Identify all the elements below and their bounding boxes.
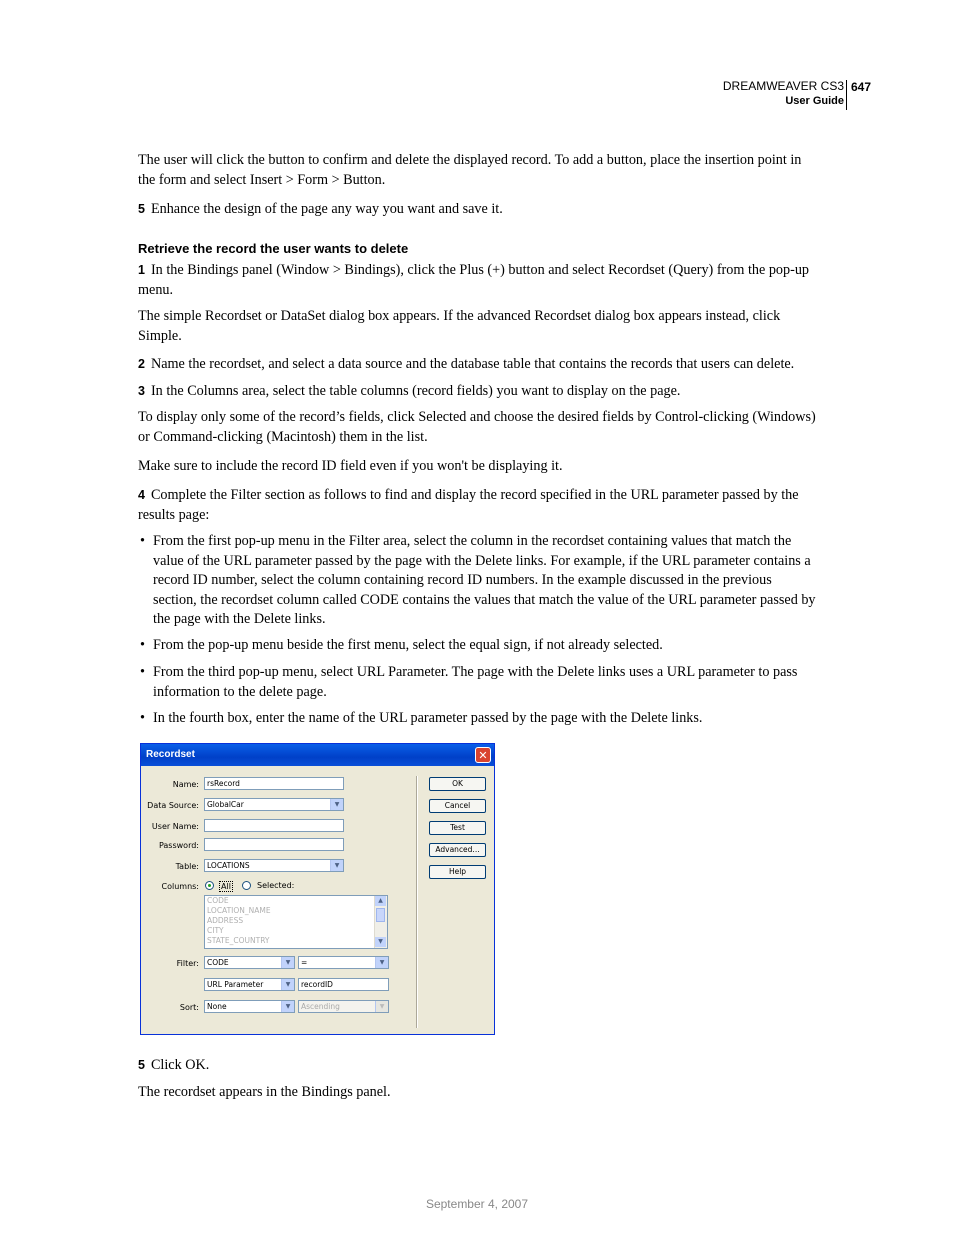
step-4-filter <box>138 486 818 525</box>
step-number: 4 <box>138 488 145 502</box>
user-name-field[interactable] <box>204 819 344 832</box>
columns-selected-label: Selected: <box>257 881 295 890</box>
paragraph-simple-dialog: The simple Recordset or DataSet dialog box appears. If the advanced Recordset dialog box appears instead, click Simple. <box>138 308 781 344</box>
advanced-button[interactable]: Advanced... <box>429 843 486 857</box>
cancel-button[interactable]: Cancel <box>429 799 486 813</box>
sort-order-value: Ascending <box>301 1002 340 1011</box>
chevron-down-icon[interactable]: ▼ <box>281 957 294 968</box>
step-text: Enhance the design of the page any way you want and save it. <box>150 201 503 217</box>
page-number: 647 <box>851 80 872 94</box>
filter-operator-select[interactable] <box>298 956 389 969</box>
bullet-text: From the first pop-up menu in the Filter area, select the column in the recordset containing values that match the value of the URL parameter passed by the page with the Delete links. For example, if the URL parameter contains a record ID number, select the column containing record ID numbers. In the example discussed in the previous section, the recordset column called CODE contains the values that match the value of the URL parameter passed by the page with the Delete links. <box>153 533 816 628</box>
list-item[interactable]: CITY <box>207 926 224 935</box>
scroll-up-icon[interactable]: ▲ <box>375 896 386 906</box>
step-number: 5 <box>138 1058 145 1072</box>
sort-column-value: None <box>207 1002 227 1011</box>
column-list[interactable] <box>204 895 388 949</box>
step-5-enhance <box>138 200 818 220</box>
sort-order-select[interactable] <box>298 1000 389 1013</box>
chevron-down-icon[interactable]: ▼ <box>375 957 388 968</box>
paragraph-insert-button: The user will click the button to confirm and delete the displayed record. To add a button, place the insertion point in the form and select Insert > Form > Button. <box>138 152 802 188</box>
step-number: 3 <box>138 384 145 398</box>
dialog-titlebar <box>141 744 494 766</box>
scroll-down-icon[interactable]: ▼ <box>375 937 386 947</box>
chevron-down-icon[interactable]: ▼ <box>281 1001 294 1012</box>
step-1-bindings <box>138 261 818 300</box>
name-label: Name: <box>172 780 199 789</box>
footer-date: September 4, 2007 <box>425 1197 529 1211</box>
list-item[interactable]: ADDRESS <box>207 916 244 925</box>
filter-source-select[interactable] <box>204 978 295 991</box>
table-value: LOCATIONS <box>207 861 250 870</box>
guide-name: User Guide <box>785 95 844 107</box>
header-rule <box>846 80 847 110</box>
password-field[interactable] <box>204 838 344 851</box>
product-name: DREAMWEAVER CS3 <box>722 79 844 93</box>
step-text: In the Columns area, select the table columns (record fields) you want to display on the page. <box>150 383 681 399</box>
paragraph-selected-fields: To display only some of the record’s fields, click Selected and choose the desired fields by Control-clicking (Windows) or Command-clicking (Macintosh) them in the list. <box>138 409 816 445</box>
data-source-select[interactable] <box>204 798 344 811</box>
chevron-down-icon[interactable]: ▼ <box>330 799 343 810</box>
dialog-separator <box>416 776 418 1028</box>
step-5-click-ok <box>138 1056 818 1076</box>
step-3-columns <box>138 382 818 402</box>
step-text: Name the recordset, and select a data source and the database table that contains the records that users can delete. <box>150 356 795 372</box>
bullet-glyph: • <box>140 637 145 653</box>
bullet-glyph: • <box>140 710 145 726</box>
step-number: 5 <box>138 202 145 216</box>
section-heading: Retrieve the record the user wants to delete <box>138 241 409 256</box>
user-name-label: User Name: <box>151 822 199 831</box>
paragraph-record-id: Make sure to include the record ID field even if you won't be displaying it. <box>138 458 563 474</box>
data-source-value: GlobalCar <box>207 800 244 809</box>
step-number: 2 <box>138 357 145 371</box>
columns-selected-radio[interactable] <box>242 881 251 890</box>
name-field[interactable]: rsRecord <box>204 777 344 790</box>
bullet-glyph: • <box>140 533 145 549</box>
sort-column-select[interactable] <box>204 1000 295 1013</box>
step-text: Complete the Filter section as follows to find and display the record specified in the URL parameter passed by the results page: <box>138 487 799 523</box>
columns-all-label: All <box>221 882 231 891</box>
filter-param-field[interactable]: recordID <box>298 978 389 991</box>
filter-operator-value: = <box>301 958 308 967</box>
ok-button[interactable]: OK <box>429 777 486 791</box>
chevron-down-icon[interactable]: ▼ <box>281 979 294 990</box>
list-item[interactable]: CODE <box>207 896 229 905</box>
bullet-text: From the pop-up menu beside the first menu, select the equal sign, if not already selected. <box>153 637 663 653</box>
list-item[interactable]: LOCATION_NAME <box>207 906 271 915</box>
columns-all-radio[interactable] <box>205 881 214 890</box>
step-text: Click OK. <box>150 1057 210 1073</box>
bullet-text: In the fourth box, enter the name of the URL parameter passed by the page with the Delete links. <box>153 710 703 726</box>
data-source-label: Data Source: <box>147 801 199 810</box>
scroll-thumb[interactable] <box>376 908 385 922</box>
dialog-title: Recordset <box>146 749 195 760</box>
filter-label: Filter: <box>176 959 199 968</box>
columns-label: Columns: <box>161 882 199 891</box>
filter-source-value: URL Parameter <box>207 980 264 989</box>
bullet-glyph: • <box>140 664 145 680</box>
filter-column-value: CODE <box>207 958 229 967</box>
filter-column-select[interactable] <box>204 956 295 969</box>
step-number: 1 <box>138 263 145 277</box>
list-scrollbar[interactable] <box>374 896 387 948</box>
recordset-dialog <box>140 743 495 1035</box>
help-button[interactable]: Help <box>429 865 486 879</box>
table-label: Table: <box>175 862 199 871</box>
list-item[interactable]: STATE_COUNTRY <box>207 936 270 945</box>
chevron-down-icon[interactable]: ▼ <box>375 1001 388 1012</box>
paragraph-recordset-appears: The recordset appears in the Bindings panel. <box>138 1084 391 1100</box>
running-header <box>723 79 844 109</box>
test-button[interactable]: Test <box>429 821 486 835</box>
step-text: In the Bindings panel (Window > Bindings), click the Plus (+) button and select Recordset (Query) from the pop-up menu. <box>138 262 810 298</box>
table-select[interactable] <box>204 859 344 872</box>
password-label: Password: <box>158 841 199 850</box>
close-icon[interactable]: ✕ <box>475 747 491 763</box>
bullet-text: From the third pop-up menu, select URL Parameter. The page with the Delete links uses a URL parameter to pass information to the delete page. <box>153 664 798 700</box>
chevron-down-icon[interactable]: ▼ <box>330 860 343 871</box>
sort-label: Sort: <box>179 1003 199 1012</box>
step-2-name-recordset <box>138 355 818 375</box>
